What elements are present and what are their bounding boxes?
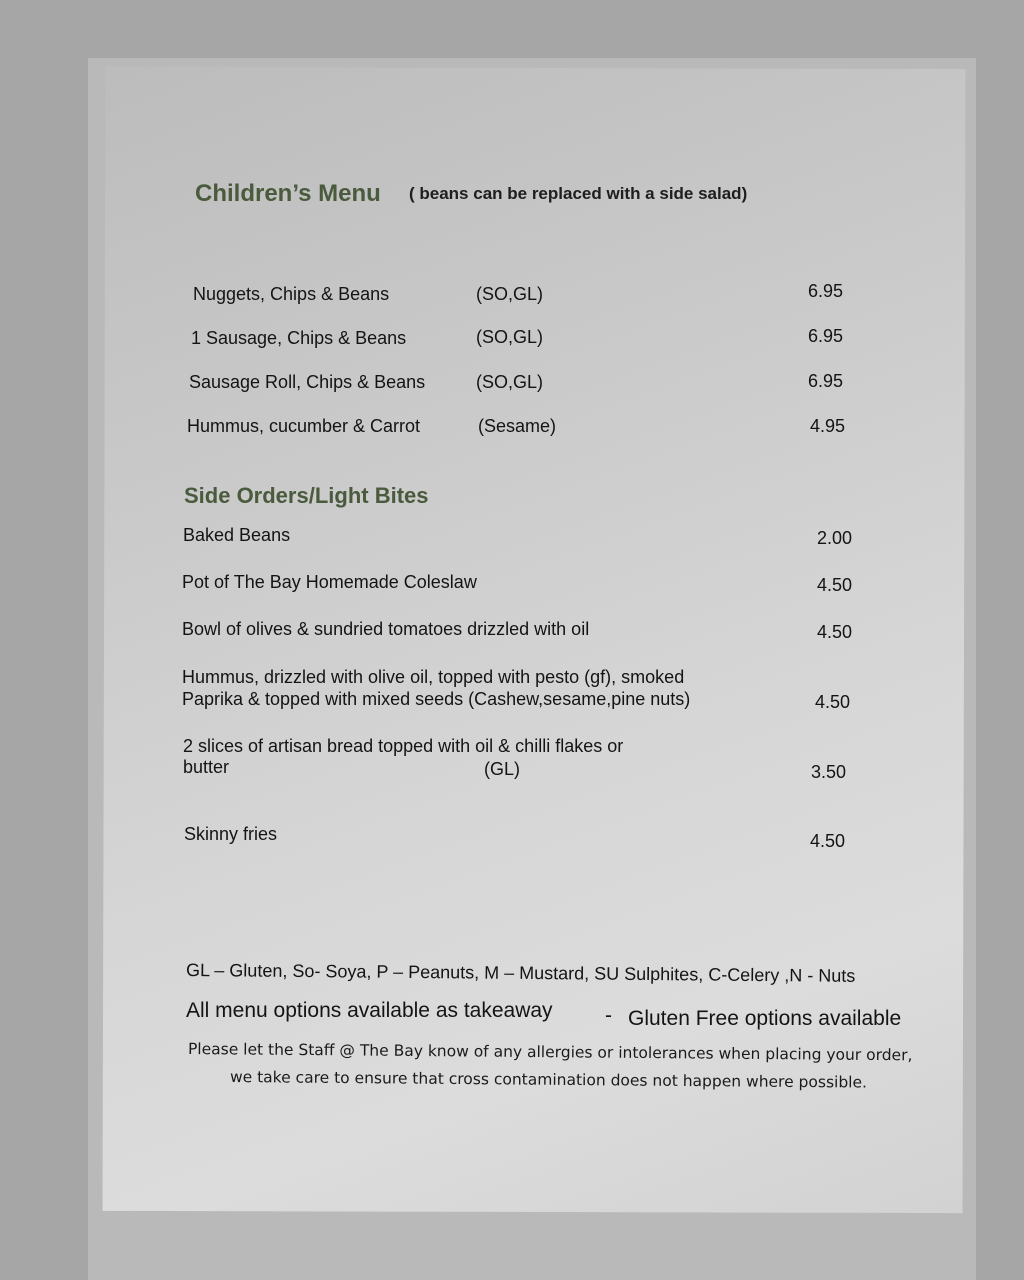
- allergen-tag: (GL): [484, 759, 520, 779]
- side-item-price: 2.00: [817, 528, 853, 548]
- menu-item-price: 6.95: [808, 326, 844, 346]
- side-item-name: Hummus, drizzled with olive oil, topped with pesto (gf), smoked: [182, 667, 685, 687]
- allergen-key: GL – Gluten, So- Soya, P – Peanuts, M – Mustard, SU Sulphites, C-Celery ,N - Nuts: [185, 960, 856, 986]
- menu-item-price: 6.95: [808, 371, 844, 391]
- side-item-price: 4.50: [815, 692, 851, 712]
- side-item-name-line2: butter: [183, 757, 230, 777]
- separator: -: [605, 1004, 612, 1027]
- childrens-menu-note: ( beans can be replaced with a side salad): [409, 184, 748, 203]
- menu-item-price: 6.95: [808, 281, 844, 301]
- side-item-name: Baked Beans: [183, 525, 291, 545]
- menu-item-name: Hummus, cucumber & Carrot: [187, 416, 421, 436]
- side-item-price: 4.50: [817, 622, 853, 642]
- side-item-name: 2 slices of artisan bread topped with oil & chilli flakes or: [183, 736, 624, 756]
- side-item-price: 4.50: [817, 575, 853, 595]
- allergy-notice-line2: we take care to ensure that cross contamination does not happen where possible.: [229, 1068, 868, 1092]
- side-orders-title: Side Orders/Light Bites: [184, 483, 429, 508]
- menu-item-name: Sausage Roll, Chips & Beans: [189, 372, 426, 392]
- allergen-tag: (SO,GL): [476, 327, 544, 347]
- menu-item-name: 1 Sausage, Chips & Beans: [191, 328, 407, 348]
- side-item-name: Skinny fries: [184, 824, 278, 844]
- gluten-free-note: Gluten Free options available: [628, 1007, 902, 1030]
- allergen-tag: (SO,GL): [476, 372, 544, 392]
- menu-item-price: 4.95: [810, 416, 846, 436]
- childrens-menu-title: Children’s Menu: [195, 180, 381, 207]
- side-item-name: Pot of The Bay Homemade Coleslaw: [182, 572, 477, 592]
- side-item-price: 3.50: [811, 762, 847, 782]
- allergen-tag: (SO,GL): [476, 284, 544, 304]
- side-item-name-line2: Paprika & topped with mixed seeds (Cashew,sesame,pine nuts): [182, 689, 691, 709]
- side-item-price: 4.50: [810, 831, 846, 851]
- allergy-notice-line1: Please let the Staff @ The Bay know of any allergies or intolerances when placing your order,: [187, 1040, 913, 1065]
- allergen-tag: (Sesame): [478, 416, 557, 436]
- menu-item-name: Nuggets, Chips & Beans: [193, 284, 390, 304]
- side-item-name: Bowl of olives & sundried tomatoes drizzled with oil: [182, 619, 590, 639]
- takeaway-note: All menu options available as takeaway: [186, 999, 553, 1022]
